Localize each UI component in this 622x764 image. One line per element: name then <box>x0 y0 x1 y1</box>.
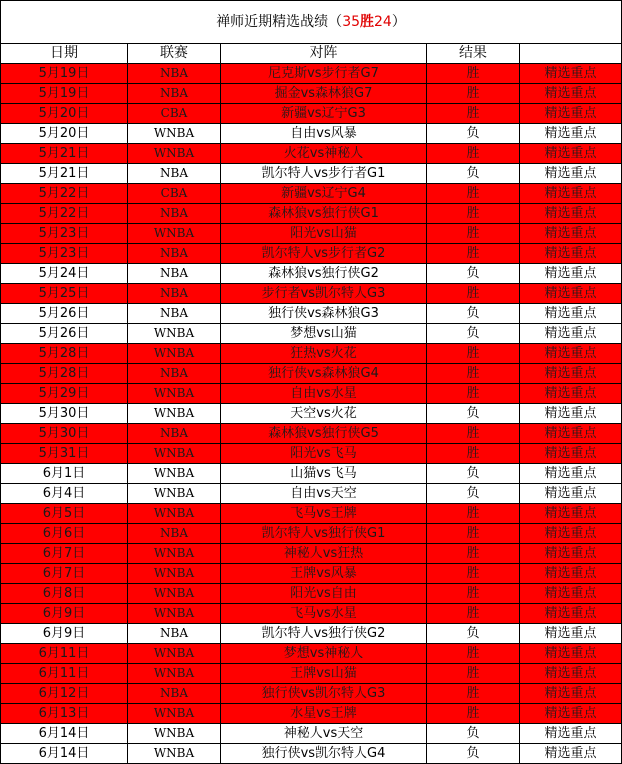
cell-result[interactable]: 胜 <box>427 364 520 384</box>
table-row <box>1 424 622 444</box>
cell-matchup[interactable]: 尼克斯vs步行者G7 <box>221 64 427 84</box>
cell-date[interactable]: 5月19日 <box>1 64 128 84</box>
cell-matchup[interactable]: 新疆vs辽宁G4 <box>221 184 427 204</box>
cell-result[interactable]: 胜 <box>427 444 520 464</box>
cell-league[interactable]: WNBA <box>128 464 221 484</box>
cell-date[interactable]: 6月13日 <box>1 704 128 724</box>
cell-tag[interactable]: 精选重点 <box>520 624 622 644</box>
table-row <box>1 544 622 564</box>
cell-league[interactable]: NBA <box>128 364 221 384</box>
cell-date[interactable]: 6月5日 <box>1 504 128 524</box>
table-row <box>1 664 622 684</box>
cell-result[interactable]: 胜 <box>427 284 520 304</box>
cell-league[interactable]: NBA <box>128 84 221 104</box>
cell-matchup[interactable]: 森林狼vs独行侠G1 <box>221 204 427 224</box>
cell-tag[interactable]: 精选重点 <box>520 584 622 604</box>
cell-matchup[interactable]: 自由vs水星 <box>221 384 427 404</box>
cell-result[interactable]: 胜 <box>427 504 520 524</box>
cell-result[interactable]: 胜 <box>427 64 520 84</box>
cell-league[interactable]: WNBA <box>128 484 221 504</box>
cell-league[interactable]: NBA <box>128 164 221 184</box>
title-close-paren: ） <box>391 14 406 30</box>
cell-date[interactable]: 6月6日 <box>1 524 128 544</box>
cell-league[interactable]: WNBA <box>128 604 221 624</box>
table-row <box>1 84 622 104</box>
cell-date[interactable]: 6月14日 <box>1 724 128 744</box>
cell-league[interactable]: NBA <box>128 304 221 324</box>
cell-date[interactable]: 6月1日 <box>1 464 128 484</box>
cell-matchup[interactable]: 狂热vs火花 <box>221 344 427 364</box>
cell-tag[interactable]: 精选重点 <box>520 244 622 264</box>
cell-tag[interactable]: 精选重点 <box>520 204 622 224</box>
header-date[interactable]: 日期 <box>1 44 128 64</box>
cell-league[interactable]: WNBA <box>128 664 221 684</box>
cell-tag[interactable]: 精选重点 <box>520 644 622 664</box>
table-row <box>1 684 622 704</box>
table-row <box>1 724 622 744</box>
cell-date[interactable]: 5月25日 <box>1 284 128 304</box>
cell-date[interactable]: 6月11日 <box>1 644 128 664</box>
table-row <box>1 484 622 504</box>
cell-result[interactable]: 胜 <box>427 424 520 444</box>
cell-tag[interactable]: 精选重点 <box>520 484 622 504</box>
cell-date[interactable]: 6月9日 <box>1 604 128 624</box>
header-row <box>1 44 622 64</box>
header-matchup[interactable]: 对阵 <box>221 44 427 64</box>
table-row <box>1 324 622 344</box>
header-tag[interactable] <box>520 44 622 64</box>
cell-matchup[interactable]: 森林狼vs独行侠G2 <box>221 264 427 284</box>
cell-matchup[interactable]: 新疆vs辽宁G3 <box>221 104 427 124</box>
cell-matchup[interactable]: 独行侠vs森林狼G4 <box>221 364 427 384</box>
cell-result[interactable]: 胜 <box>427 384 520 404</box>
cell-league[interactable]: CBA <box>128 184 221 204</box>
cell-league[interactable]: WNBA <box>128 224 221 244</box>
cell-result[interactable]: 胜 <box>427 644 520 664</box>
cell-result[interactable]: 胜 <box>427 144 520 164</box>
cell-tag[interactable]: 精选重点 <box>520 424 622 444</box>
table-row <box>1 244 622 264</box>
cell-matchup[interactable]: 水星vs王牌 <box>221 704 427 724</box>
cell-league[interactable]: WNBA <box>128 584 221 604</box>
cell-league[interactable]: NBA <box>128 424 221 444</box>
cell-matchup[interactable]: 火花vs神秘人 <box>221 144 427 164</box>
cell-tag[interactable]: 精选重点 <box>520 304 622 324</box>
cell-result[interactable]: 胜 <box>427 564 520 584</box>
title-wins-count: 35 <box>342 14 361 30</box>
cell-date[interactable]: 5月24日 <box>1 264 128 284</box>
cell-date[interactable]: 5月22日 <box>1 204 128 224</box>
cell-matchup[interactable]: 梦想vs神秘人 <box>221 644 427 664</box>
cell-league[interactable]: WNBA <box>128 704 221 724</box>
cell-matchup[interactable]: 阳光vs自由 <box>221 584 427 604</box>
cell-league[interactable]: NBA <box>128 624 221 644</box>
cell-date[interactable]: 6月7日 <box>1 564 128 584</box>
cell-league[interactable]: WNBA <box>128 644 221 664</box>
header-league[interactable]: 联赛 <box>128 44 221 64</box>
cell-matchup[interactable]: 凯尔特人vs独行侠G2 <box>221 624 427 644</box>
cell-league[interactable]: NBA <box>128 244 221 264</box>
cell-matchup[interactable]: 独行侠vs凯尔特人G3 <box>221 684 427 704</box>
cell-matchup[interactable]: 梦想vs山猫 <box>221 324 427 344</box>
cell-league[interactable]: NBA <box>128 264 221 284</box>
table-row <box>1 204 622 224</box>
cell-tag[interactable]: 精选重点 <box>520 164 622 184</box>
cell-league[interactable]: WNBA <box>128 744 221 764</box>
cell-date[interactable]: 5月30日 <box>1 424 128 444</box>
cell-tag[interactable]: 精选重点 <box>520 604 622 624</box>
cell-result[interactable]: 胜 <box>427 224 520 244</box>
cell-tag[interactable]: 精选重点 <box>520 104 622 124</box>
cell-matchup[interactable]: 阳光vs山猫 <box>221 224 427 244</box>
cell-matchup[interactable]: 王牌vs风暴 <box>221 564 427 584</box>
cell-matchup[interactable]: 天空vs火花 <box>221 404 427 424</box>
cell-tag[interactable]: 精选重点 <box>520 384 622 404</box>
cell-matchup[interactable]: 自由vs风暴 <box>221 124 427 144</box>
cell-league[interactable]: WNBA <box>128 544 221 564</box>
cell-tag[interactable]: 精选重点 <box>520 324 622 344</box>
cell-result[interactable]: 负 <box>427 624 520 644</box>
cell-result[interactable]: 胜 <box>427 664 520 684</box>
cell-matchup[interactable]: 森林狼vs独行侠G5 <box>221 424 427 444</box>
cell-matchup[interactable]: 步行者vs凯尔特人G3 <box>221 284 427 304</box>
title-text: 禅师近期精选战绩（ <box>216 14 343 30</box>
table-row <box>1 584 622 604</box>
table-row <box>1 744 622 764</box>
cell-tag[interactable]: 精选重点 <box>520 664 622 684</box>
cell-league[interactable]: WNBA <box>128 504 221 524</box>
cell-matchup[interactable]: 凯尔特人vs独行侠G1 <box>221 524 427 544</box>
title-losses-count: 24 <box>374 14 392 30</box>
cell-date[interactable]: 6月14日 <box>1 744 128 764</box>
cell-date[interactable]: 5月21日 <box>1 144 128 164</box>
table-row <box>1 124 622 144</box>
table-row <box>1 504 622 524</box>
table-row <box>1 304 622 324</box>
cell-league[interactable]: NBA <box>128 284 221 304</box>
cell-tag[interactable]: 精选重点 <box>520 724 622 744</box>
cell-tag[interactable]: 精选重点 <box>520 264 622 284</box>
cell-date[interactable]: 5月31日 <box>1 444 128 464</box>
table-row <box>1 624 622 644</box>
cell-tag[interactable]: 精选重点 <box>520 144 622 164</box>
table-row <box>1 524 622 544</box>
cell-date[interactable]: 5月26日 <box>1 304 128 324</box>
cell-result[interactable]: 胜 <box>427 184 520 204</box>
cell-league[interactable]: WNBA <box>128 344 221 364</box>
cell-matchup[interactable]: 凯尔特人vs步行者G2 <box>221 244 427 264</box>
cell-date[interactable]: 5月20日 <box>1 124 128 144</box>
cell-tag[interactable]: 精选重点 <box>520 684 622 704</box>
cell-matchup[interactable]: 王牌vs山猫 <box>221 664 427 684</box>
cell-matchup[interactable]: 凯尔特人vs步行者G1 <box>221 164 427 184</box>
cell-date[interactable]: 5月29日 <box>1 384 128 404</box>
cell-result[interactable]: 负 <box>427 724 520 744</box>
cell-date[interactable]: 6月8日 <box>1 584 128 604</box>
cell-date[interactable]: 6月9日 <box>1 624 128 644</box>
header-result[interactable]: 结果 <box>427 44 520 64</box>
table-row <box>1 364 622 384</box>
cell-result[interactable]: 胜 <box>427 204 520 224</box>
table-row <box>1 224 622 244</box>
cell-date[interactable]: 5月28日 <box>1 364 128 384</box>
cell-result[interactable]: 胜 <box>427 524 520 544</box>
table-row <box>1 284 622 304</box>
cell-date[interactable]: 5月26日 <box>1 324 128 344</box>
cell-league[interactable]: WNBA <box>128 444 221 464</box>
table-row <box>1 104 622 124</box>
cell-league[interactable]: WNBA <box>128 384 221 404</box>
cell-tag[interactable]: 精选重点 <box>520 224 622 244</box>
cell-league[interactable]: WNBA <box>128 124 221 144</box>
cell-league[interactable]: WNBA <box>128 404 221 424</box>
cell-tag[interactable]: 精选重点 <box>520 84 622 104</box>
cell-tag[interactable]: 精选重点 <box>520 704 622 724</box>
cell-matchup[interactable]: 独行侠vs凯尔特人G4 <box>221 744 427 764</box>
cell-date[interactable]: 5月20日 <box>1 104 128 124</box>
table-row <box>1 144 622 164</box>
table-row <box>1 704 622 724</box>
cell-date[interactable]: 5月23日 <box>1 224 128 244</box>
table-row <box>1 384 622 404</box>
cell-tag[interactable]: 精选重点 <box>520 184 622 204</box>
cell-league[interactable]: WNBA <box>128 564 221 584</box>
cell-date[interactable]: 5月22日 <box>1 184 128 204</box>
cell-league[interactable]: WNBA <box>128 724 221 744</box>
table-row <box>1 64 622 84</box>
cell-result[interactable]: 胜 <box>427 104 520 124</box>
cell-matchup[interactable]: 飞马vs水星 <box>221 604 427 624</box>
table-row <box>1 164 622 184</box>
title-row <box>1 1 622 44</box>
cell-league[interactable]: NBA <box>128 524 221 544</box>
cell-tag[interactable]: 精选重点 <box>520 64 622 84</box>
cell-tag[interactable]: 精选重点 <box>520 284 622 304</box>
cell-result[interactable]: 胜 <box>427 584 520 604</box>
cell-league[interactable]: NBA <box>128 204 221 224</box>
cell-date[interactable]: 6月11日 <box>1 664 128 684</box>
cell-date[interactable]: 6月4日 <box>1 484 128 504</box>
cell-matchup[interactable]: 神秘人vs天空 <box>221 724 427 744</box>
cell-result[interactable]: 负 <box>427 124 520 144</box>
cell-matchup[interactable]: 阳光vs飞马 <box>221 444 427 464</box>
cell-result[interactable]: 胜 <box>427 544 520 564</box>
cell-league[interactable]: WNBA <box>128 144 221 164</box>
title-win-word: 胜 <box>360 14 375 30</box>
cell-matchup[interactable]: 飞马vs王牌 <box>221 504 427 524</box>
table-row <box>1 604 622 624</box>
cell-tag[interactable]: 精选重点 <box>520 404 622 424</box>
cell-date[interactable]: 6月7日 <box>1 544 128 564</box>
cell-result[interactable]: 负 <box>427 464 520 484</box>
table-row <box>1 404 622 424</box>
cell-matchup[interactable]: 掘金vs森林狼G7 <box>221 84 427 104</box>
cell-date[interactable]: 5月23日 <box>1 244 128 264</box>
cell-matchup[interactable]: 神秘人vs狂热 <box>221 544 427 564</box>
cell-tag[interactable]: 精选重点 <box>520 524 622 544</box>
cell-date[interactable]: 5月21日 <box>1 164 128 184</box>
table-row <box>1 564 622 584</box>
cell-matchup[interactable]: 山猫vs飞马 <box>221 464 427 484</box>
cell-league[interactable]: NBA <box>128 64 221 84</box>
cell-date[interactable]: 5月28日 <box>1 344 128 364</box>
cell-league[interactable]: WNBA <box>128 324 221 344</box>
cell-league[interactable]: NBA <box>128 684 221 704</box>
table-row <box>1 444 622 464</box>
cell-result[interactable]: 胜 <box>427 604 520 624</box>
cell-date[interactable]: 5月19日 <box>1 84 128 104</box>
cell-result[interactable]: 胜 <box>427 84 520 104</box>
cell-matchup[interactable]: 独行侠vs森林狼G3 <box>221 304 427 324</box>
cell-tag[interactable]: 精选重点 <box>520 464 622 484</box>
table-row <box>1 644 622 664</box>
cell-result[interactable]: 负 <box>427 404 520 424</box>
cell-result[interactable]: 负 <box>427 324 520 344</box>
cell-tag[interactable]: 精选重点 <box>520 544 622 564</box>
cell-tag[interactable]: 精选重点 <box>520 124 622 144</box>
cell-tag[interactable]: 精选重点 <box>520 564 622 584</box>
cell-matchup[interactable]: 自由vs天空 <box>221 484 427 504</box>
cell-result[interactable]: 胜 <box>427 244 520 264</box>
cell-result[interactable]: 胜 <box>427 684 520 704</box>
table-row <box>1 184 622 204</box>
cell-result[interactable]: 胜 <box>427 344 520 364</box>
cell-league[interactable]: CBA <box>128 104 221 124</box>
cell-result[interactable]: 负 <box>427 304 520 324</box>
cell-result[interactable]: 负 <box>427 264 520 284</box>
sheet-title[interactable] <box>1 1 622 44</box>
cell-tag[interactable]: 精选重点 <box>520 444 622 464</box>
cell-tag[interactable]: 精选重点 <box>520 504 622 524</box>
cell-tag[interactable]: 精选重点 <box>520 364 622 384</box>
cell-date[interactable]: 6月12日 <box>1 684 128 704</box>
table-row <box>1 344 622 364</box>
cell-tag[interactable]: 精选重点 <box>520 744 622 764</box>
table-row <box>1 264 622 284</box>
cell-result[interactable]: 负 <box>427 744 520 764</box>
cell-result[interactable]: 负 <box>427 164 520 184</box>
cell-result[interactable]: 负 <box>427 484 520 504</box>
cell-date[interactable]: 5月30日 <box>1 404 128 424</box>
cell-result[interactable]: 胜 <box>427 704 520 724</box>
table-row <box>1 464 622 484</box>
cell-tag[interactable]: 精选重点 <box>520 344 622 364</box>
